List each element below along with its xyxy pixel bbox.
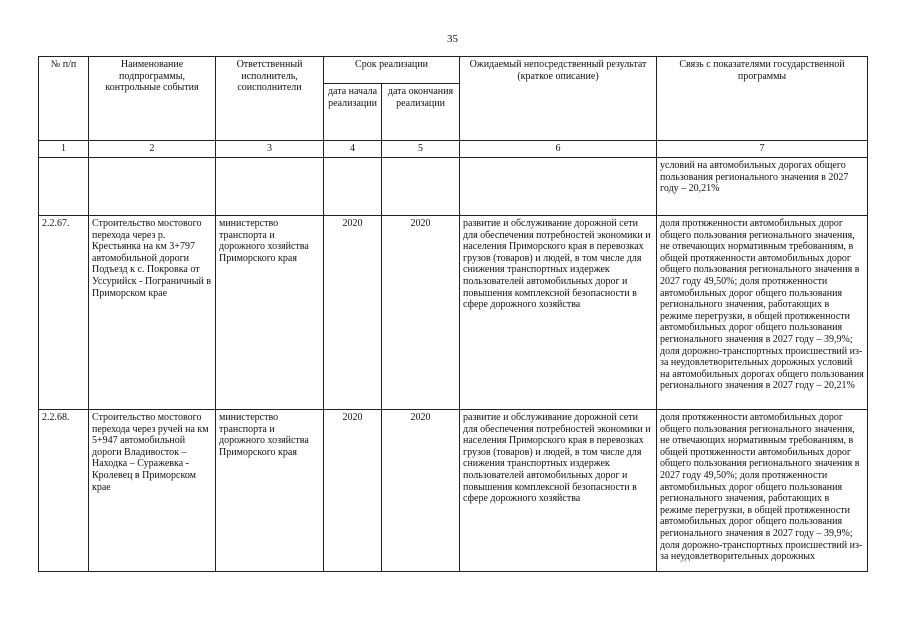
column-number: 2 <box>89 141 216 158</box>
row-number: 2.2.67. <box>39 216 89 410</box>
row-result: развитие и обслуживание дорожной сети для обеспечения потребностей экономики и населения Приморского края в перевозках грузов (товаров) и людей, в том числе для снижения транспортных издержек пользователей автомобильных дорог и повышения комплексной безопасности в сфере дорожного хозяйства <box>460 216 657 410</box>
header-link: Связь с показателями государственной программы <box>657 57 868 141</box>
row-link: доля протяженности автомобильных дорог общего пользования регионального значения, не отвечающих нормативным требованиям, в общей протяженности автомобильных дорог общего пользования регионального значения в 2027 году 49,50%; доля протяженности автомобильных дорог общего пользования регионального значения, работающих в режиме перегрузки, в общей протяженности автомобильных дорог общего пользования регионального значения в 2027 году – 39,9%; доля дорожно-транспортных происшествий из-за неудовлетворительных дорожных условий на автомобильных дорогах общего пользования регионального значения в 2027 году – 20,21% <box>657 216 868 410</box>
header-name: Наименование подпрограммы, контрольные события <box>89 57 216 141</box>
program-table <box>38 56 868 572</box>
row-start-year: 2020 <box>324 410 382 572</box>
header-period: Срок реализации <box>324 57 460 84</box>
column-number: 7 <box>657 141 868 158</box>
row-responsible: министерство транспорта и дорожного хозяйства Приморского края <box>216 216 324 410</box>
column-number: 1 <box>39 141 89 158</box>
header-responsible: Ответственный исполнитель, соисполнители <box>216 57 324 141</box>
column-number: 6 <box>460 141 657 158</box>
header-row <box>39 57 868 84</box>
column-number: 5 <box>382 141 460 158</box>
page-number: 35 <box>447 33 458 45</box>
row-end-year: 2020 <box>382 216 460 410</box>
column-numbers-row <box>39 141 868 158</box>
header-start: дата начала реализации <box>324 84 382 141</box>
row-number: 2.2.68. <box>39 410 89 572</box>
row-responsible: министерство транспорта и дорожного хозяйства Приморского края <box>216 410 324 572</box>
table-row <box>39 410 868 572</box>
row-result: развитие и обслуживание дорожной сети для обеспечения потребностей экономики и населения Приморского края в перевозках грузов (товаров) и людей, в том числе для снижения транспортных издержек пользователей автомобильных дорог и повышения комплексной безопасности в сфере дорожного хозяйства <box>460 410 657 572</box>
header-result: Ожидаемый непосредственный результат (краткое описание) <box>460 57 657 141</box>
row-name: Строительство мостового перехода через р. Крестьянка на км 3+797 автомобильной дороги Подъезд к с. Покровка от Уссурийск - Пограничный в Приморском крае <box>89 216 216 410</box>
row-end-year: 2020 <box>382 410 460 572</box>
header-end: дата окончания реализации <box>382 84 460 141</box>
header-num: № п/п <box>39 57 89 141</box>
row-start-year: 2020 <box>324 216 382 410</box>
continuation-row <box>39 158 868 216</box>
table-row <box>39 216 868 410</box>
row-link: доля протяженности автомобильных дорог общего пользования регионального значения, не отвечающих нормативным требованиям, в общей протяженности автомобильных дорог общего пользования регионального значения в 2027 году 49,50%; доля протяженности автомобильных дорог общего пользования регионального значения, работающих в режиме перегрузки, в общей протяженности автомобильных дорог общего пользования регионального значения в 2027 году – 39,9%; доля дорожно-транспортных происшествий из-за неудовлетворительных дорожных <box>657 410 868 572</box>
column-number: 4 <box>324 141 382 158</box>
column-number: 3 <box>216 141 324 158</box>
continuation-text: условий на автомобильных дорогах общего пользования регионального значения в 2027 году – 20,21% <box>657 158 868 216</box>
row-name: Строительство мостового перехода через ручей на км 5+947 автомобильной дороги Владивосток – Находка – Суражевка - Кролевец в Приморском крае <box>89 410 216 572</box>
